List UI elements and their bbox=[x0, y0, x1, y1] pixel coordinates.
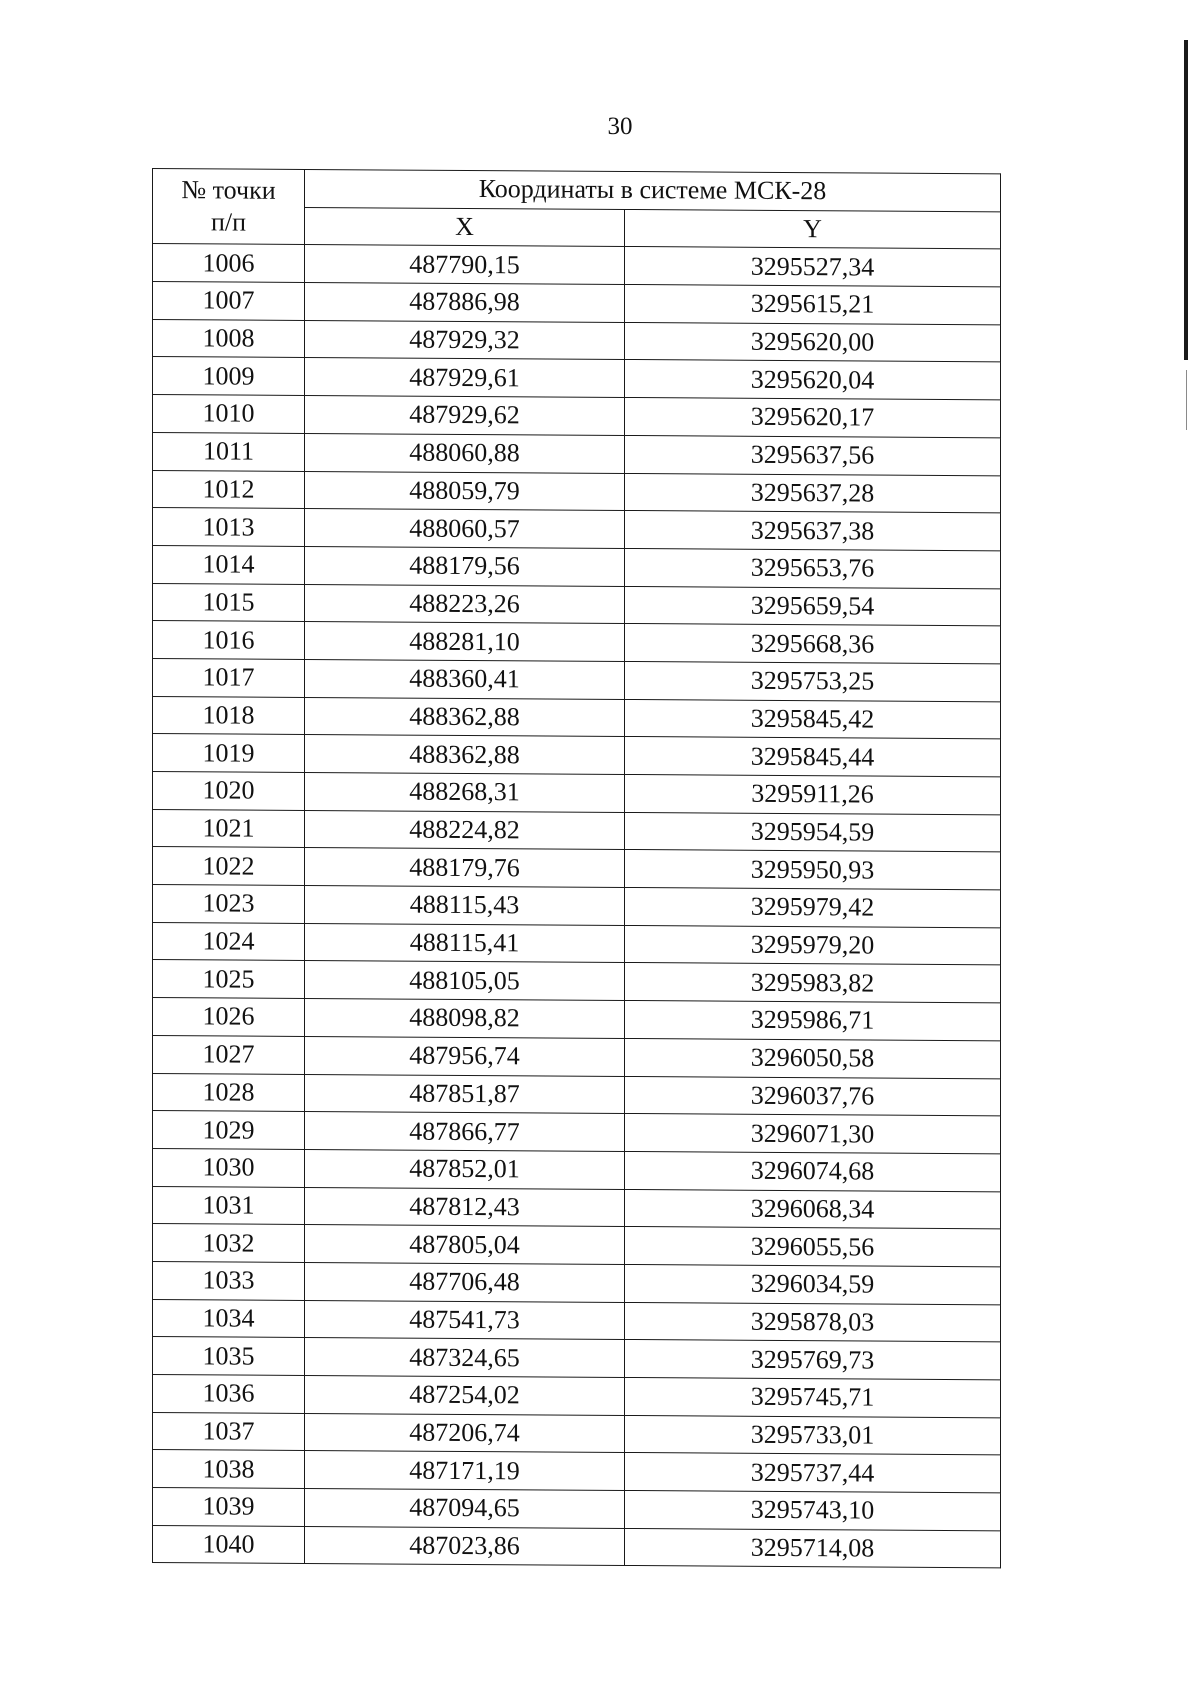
point-number-cell: 1028 bbox=[153, 1073, 305, 1112]
x-coordinate-cell: 487805,04 bbox=[305, 1225, 625, 1265]
table-row bbox=[153, 1299, 1001, 1342]
y-coordinate-cell: 3296050,58 bbox=[625, 1038, 1001, 1078]
y-coordinate-cell: 3295983,82 bbox=[625, 963, 1001, 1003]
x-coordinate-cell: 488115,41 bbox=[305, 923, 625, 963]
table-row bbox=[153, 545, 1001, 588]
point-number-cell: 1024 bbox=[153, 922, 305, 961]
table-row bbox=[153, 1488, 1001, 1531]
point-number-cell: 1037 bbox=[153, 1412, 305, 1451]
table-row bbox=[153, 1035, 1001, 1078]
table-row bbox=[153, 885, 1001, 928]
x-coordinate-cell: 488179,76 bbox=[305, 848, 625, 888]
x-coordinate-cell: 488281,10 bbox=[305, 622, 625, 662]
point-number-cell: 1013 bbox=[153, 508, 305, 547]
point-number-cell: 1023 bbox=[153, 885, 305, 924]
point-number-cell: 1010 bbox=[153, 395, 305, 434]
x-coordinate-cell: 487541,73 bbox=[305, 1300, 625, 1340]
y-coordinate-cell: 3295737,44 bbox=[625, 1453, 1001, 1493]
table-row bbox=[153, 809, 1001, 852]
x-coordinate-cell: 487852,01 bbox=[305, 1149, 625, 1189]
x-coordinate-cell: 487866,77 bbox=[305, 1112, 625, 1152]
table-row bbox=[153, 583, 1001, 626]
y-coordinate-cell: 3295659,54 bbox=[625, 586, 1001, 626]
margin-scan-dash bbox=[1186, 370, 1187, 430]
margin-scan-mark bbox=[1184, 40, 1188, 360]
y-coordinate-cell: 3296074,68 bbox=[625, 1151, 1001, 1191]
table-row bbox=[153, 1224, 1001, 1267]
table-row bbox=[153, 696, 1001, 739]
table-row bbox=[153, 319, 1001, 362]
y-coordinate-cell: 3295979,20 bbox=[625, 925, 1001, 965]
x-coordinate-cell: 487812,43 bbox=[305, 1187, 625, 1227]
x-coordinate-cell: 488360,41 bbox=[305, 659, 625, 699]
x-coordinate-cell: 488362,88 bbox=[305, 697, 625, 737]
y-coordinate-cell: 3295637,38 bbox=[625, 511, 1001, 551]
y-coordinate-cell: 3295954,59 bbox=[625, 812, 1001, 852]
point-number-cell: 1014 bbox=[153, 545, 305, 584]
y-coordinate-cell: 3295911,26 bbox=[625, 774, 1001, 814]
point-number-cell: 1016 bbox=[153, 621, 305, 660]
y-coordinate-cell: 3295950,93 bbox=[625, 850, 1001, 890]
y-coordinate-cell: 3295637,56 bbox=[625, 435, 1001, 475]
y-coordinate-cell: 3295986,71 bbox=[625, 1001, 1001, 1041]
y-coordinate-cell: 3296068,34 bbox=[625, 1189, 1001, 1229]
x-coordinate-cell: 488224,82 bbox=[305, 810, 625, 850]
x-coordinate-cell: 487790,15 bbox=[305, 245, 625, 285]
point-number-cell: 1011 bbox=[153, 432, 305, 471]
table-row bbox=[153, 470, 1001, 513]
x-coordinate-cell: 488115,43 bbox=[305, 886, 625, 926]
x-coordinate-cell: 487956,74 bbox=[305, 1036, 625, 1076]
table-row bbox=[153, 772, 1001, 815]
point-number-cell: 1008 bbox=[153, 319, 305, 358]
point-number-cell: 1020 bbox=[153, 772, 305, 811]
coordinates-table-body bbox=[153, 244, 1001, 1568]
y-coordinate-cell: 3295620,04 bbox=[625, 360, 1001, 400]
x-coordinate-cell: 487706,48 bbox=[305, 1262, 625, 1302]
point-number-cell: 1036 bbox=[153, 1375, 305, 1414]
table-row bbox=[153, 1111, 1001, 1154]
point-number-cell: 1034 bbox=[153, 1299, 305, 1338]
x-coordinate-cell: 487324,65 bbox=[305, 1338, 625, 1378]
y-coordinate-cell: 3296037,76 bbox=[625, 1076, 1001, 1116]
y-coordinate-cell: 3295620,00 bbox=[625, 322, 1001, 362]
table-row bbox=[153, 1450, 1001, 1493]
y-coordinate-cell: 3295733,01 bbox=[625, 1415, 1001, 1455]
x-coordinate-cell: 487929,61 bbox=[305, 358, 625, 398]
point-number-header-line1: № точки bbox=[181, 175, 276, 205]
y-coordinate-cell: 3295743,10 bbox=[625, 1491, 1001, 1531]
point-number-cell: 1007 bbox=[153, 282, 305, 321]
x-coordinate-cell: 487206,74 bbox=[305, 1413, 625, 1453]
point-number-cell: 1030 bbox=[153, 1148, 305, 1187]
point-number-cell: 1038 bbox=[153, 1450, 305, 1489]
point-number-cell: 1026 bbox=[153, 998, 305, 1037]
y-coordinate-cell: 3295753,25 bbox=[625, 661, 1001, 701]
point-number-cell: 1039 bbox=[153, 1488, 305, 1527]
table-row bbox=[153, 734, 1001, 777]
point-number-cell: 1006 bbox=[153, 244, 305, 283]
x-coordinate-cell: 488098,82 bbox=[305, 999, 625, 1039]
y-coordinate-cell: 3295979,42 bbox=[625, 888, 1001, 928]
table-row bbox=[153, 432, 1001, 475]
y-coordinate-cell: 3295714,08 bbox=[625, 1528, 1001, 1568]
point-number-cell: 1021 bbox=[153, 809, 305, 848]
point-number-cell: 1040 bbox=[153, 1525, 305, 1564]
point-number-cell: 1032 bbox=[153, 1224, 305, 1263]
table-row bbox=[153, 658, 1001, 701]
point-number-cell: 1027 bbox=[153, 1035, 305, 1074]
y-coordinate-cell: 3295653,76 bbox=[625, 548, 1001, 588]
y-coordinate-cell: 3295745,71 bbox=[625, 1377, 1001, 1417]
point-number-cell: 1018 bbox=[153, 696, 305, 735]
coordinate-system-header: Координаты в системе МСК-28 bbox=[305, 169, 1001, 211]
point-number-cell: 1022 bbox=[153, 847, 305, 886]
table-row bbox=[153, 1261, 1001, 1304]
coordinates-table bbox=[152, 168, 1001, 1569]
y-coordinate-cell: 3295845,42 bbox=[625, 699, 1001, 739]
x-coordinate-cell: 488223,26 bbox=[305, 584, 625, 624]
x-coordinate-cell: 488268,31 bbox=[305, 772, 625, 812]
x-coordinate-cell: 488179,56 bbox=[305, 546, 625, 586]
x-coordinate-cell: 487929,32 bbox=[305, 320, 625, 360]
x-coordinate-cell: 487094,65 bbox=[305, 1489, 625, 1529]
table-row bbox=[153, 357, 1001, 400]
x-coordinate-cell: 487886,98 bbox=[305, 283, 625, 323]
table-row bbox=[153, 1375, 1001, 1418]
page-number: 30 bbox=[607, 113, 633, 140]
y-coordinate-cell: 3295620,17 bbox=[625, 398, 1001, 438]
point-number-cell: 1019 bbox=[153, 734, 305, 773]
y-coordinate-cell: 3295668,36 bbox=[625, 624, 1001, 664]
point-number-cell: 1031 bbox=[153, 1186, 305, 1225]
x-coordinate-cell: 488105,05 bbox=[305, 961, 625, 1001]
x-column-header: X bbox=[305, 207, 625, 247]
x-coordinate-cell: 487023,86 bbox=[305, 1526, 625, 1566]
point-number-cell: 1015 bbox=[153, 583, 305, 622]
point-number-cell: 1033 bbox=[153, 1261, 305, 1300]
table-row bbox=[153, 395, 1001, 438]
x-coordinate-cell: 487929,62 bbox=[305, 396, 625, 436]
table-row bbox=[153, 1073, 1001, 1116]
point-number-cell: 1009 bbox=[153, 357, 305, 396]
point-number-cell: 1035 bbox=[153, 1337, 305, 1376]
point-number-cell: 1029 bbox=[153, 1111, 305, 1150]
table-row bbox=[153, 1186, 1001, 1229]
x-coordinate-cell: 488060,57 bbox=[305, 509, 625, 549]
table-row bbox=[153, 244, 1001, 287]
table-row bbox=[153, 1337, 1001, 1380]
table-row bbox=[153, 1148, 1001, 1191]
table-row bbox=[153, 621, 1001, 664]
x-coordinate-cell: 487254,02 bbox=[305, 1375, 625, 1415]
x-coordinate-cell: 488059,79 bbox=[305, 471, 625, 511]
point-number-header-line2: п/п bbox=[210, 207, 247, 237]
table-row bbox=[153, 282, 1001, 325]
y-coordinate-cell: 3295637,28 bbox=[625, 473, 1001, 513]
point-number-cell: 1025 bbox=[153, 960, 305, 999]
y-coordinate-cell: 3295769,73 bbox=[625, 1340, 1001, 1380]
y-coordinate-cell: 3295878,03 bbox=[625, 1302, 1001, 1342]
point-number-header bbox=[153, 169, 305, 245]
y-coordinate-cell: 3296034,59 bbox=[625, 1264, 1001, 1304]
y-coordinate-cell: 3295527,34 bbox=[625, 247, 1001, 287]
y-coordinate-cell: 3296055,56 bbox=[625, 1227, 1001, 1267]
x-coordinate-cell: 487851,87 bbox=[305, 1074, 625, 1114]
point-number-cell: 1012 bbox=[153, 470, 305, 509]
table-row bbox=[153, 508, 1001, 551]
table-row bbox=[153, 847, 1001, 890]
coordinates-table-header bbox=[153, 169, 1001, 250]
table-row bbox=[153, 1525, 1001, 1568]
point-number-cell: 1017 bbox=[153, 658, 305, 697]
y-coordinate-cell: 3295845,44 bbox=[625, 737, 1001, 777]
table-row bbox=[153, 922, 1001, 965]
x-coordinate-cell: 488362,88 bbox=[305, 735, 625, 775]
y-coordinate-cell: 3295615,21 bbox=[625, 285, 1001, 325]
table-row bbox=[153, 1412, 1001, 1455]
x-coordinate-cell: 487171,19 bbox=[305, 1451, 625, 1491]
y-column-header: Y bbox=[625, 209, 1001, 249]
table-row bbox=[153, 998, 1001, 1041]
y-coordinate-cell: 3296071,30 bbox=[625, 1114, 1001, 1154]
x-coordinate-cell: 488060,88 bbox=[305, 433, 625, 473]
table-row bbox=[153, 960, 1001, 1003]
